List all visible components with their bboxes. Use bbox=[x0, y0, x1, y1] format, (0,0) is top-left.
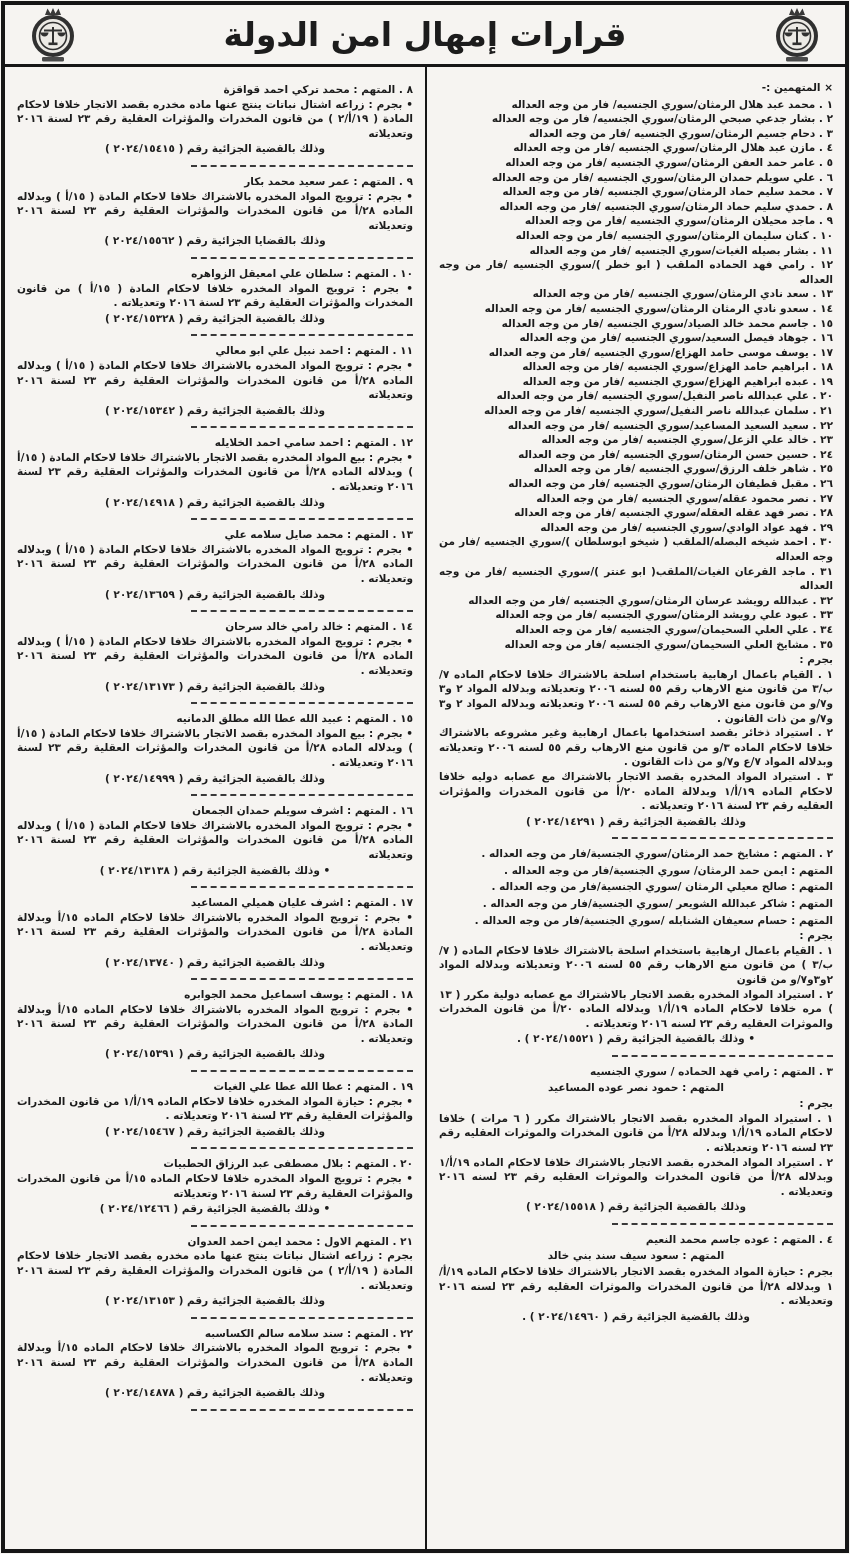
charge-text-line: ٢٢ . سعيد السعيد المساعيد/سوري الجنسيه /فار من وجه العداله bbox=[507, 419, 833, 432]
entry-separator bbox=[191, 1225, 413, 1227]
case-number-line: وذلك بالقضية الجزائية رقم ( ٢٠٢٤/١٥٤٦٧ ) bbox=[104, 1125, 326, 1138]
charge-text-line: • بجرم : ترويج المواد المخدره خلافا لاحكام الماده ١٥/أ من قانون المخدرات والمؤثرات العقلية رقم ٢٣ لسنة ٢٠١٦ وتعديلاته bbox=[17, 1173, 413, 1200]
entry-separator bbox=[191, 426, 413, 428]
case-number-line: وذلك بالقضية الجزائية رقم ( ٢٠٢٤/١٤٩١٨ ) bbox=[104, 496, 326, 509]
case-number-line: وذلك بالقضية الجزائية رقم ( ٢٠٢٤/١٥٥١٨ ) bbox=[525, 1201, 747, 1214]
defendant-name-line: ١٥ . المتهم : عبيد الله عطا الله مطلق الدمانيه bbox=[176, 713, 413, 726]
defendant-name-line: ٢ . المتهم : مشايخ حمد الرمثان/سوري الجنسية/فار من وجه العداله . bbox=[481, 848, 833, 861]
case-number-line: وذلك بالقضية الجزائية رقم ( ٢٠٢٤/١٤٩٩٩ ) bbox=[104, 772, 326, 785]
charge-label: بجرم : bbox=[799, 930, 833, 943]
case-number-line: • وذلك بالقضية الجزائية رقم ( ٢٠٢٤/١٣١٣٨ ) bbox=[99, 864, 331, 877]
defendant-name-line: ١٧ . المتهم : اشرف عليان هميلي المساعيد bbox=[190, 897, 413, 910]
defendant-name-line: ١٠ . المتهم : سلطان علي امعيقل الزواهره bbox=[191, 267, 413, 280]
charge-text-line: ٣٥ . مشايخ العلي السحيمان/سوري الجنسيه /فار من وجه العداله bbox=[504, 638, 833, 651]
charge-text-line: ٩ . ماجد محيلان الرمثان/سوري الجنسيه /فار من وجه العداله bbox=[524, 215, 833, 228]
case-number-line: • وذلك بالقضية الجزائية رقم ( ٢٠٢٤/١٥٥٢١ ) . bbox=[516, 1033, 756, 1046]
charge-text-line: • بجرم : حيازة المواد المخدره خلافا لاحكام الماده ١٩/أ/١ من قانون المخدرات والمؤثرات العقلية رقم ٢٣ لسنة ٢٠١٦ وتعديلاته . bbox=[17, 1095, 413, 1123]
charge-text-line: ٢٠ . علي عبدالله ناصر النفيل/سوري الجنسيه /فار من وجه العداله bbox=[496, 390, 833, 403]
entry-separator bbox=[612, 837, 833, 839]
charge-text-line: ٧ . محمد سليم حماد الرمثان/سوري الجنسيه /فار من وجه العداله bbox=[502, 186, 833, 199]
charge-text-line: • بجرم : ترويج المواد المخدره بالاشتراك خلافا لاحكام المادة ( ١٥/أ ) وبدلاله الماده ٢٨/أ من قانون المخدرات والمؤثرات العقلية رقم ٢٣ لسنة ٢٠١٦ وتعديلاته . bbox=[17, 543, 413, 586]
charge-label: بجرم : bbox=[799, 1098, 833, 1111]
case-number-line: وذلك بالقضية الجزائية رقم ( ٢٠٢٤/١٤٩٦٠ ) . bbox=[522, 1310, 750, 1323]
defendant-name-line: ٢٢ . المتهم : سند سلامه سالم الكساسبه bbox=[204, 1327, 413, 1340]
charge-text-line: ١ . محمد عبد هلال الرمثان/سوري الجنسيه/ فار من وجه العداله bbox=[511, 98, 833, 111]
charge-label: بجرم : bbox=[799, 654, 833, 667]
defendant-name-line: ١٦ . المتهم : اشرف سويلم حمدان الجمعان bbox=[192, 805, 413, 818]
entry-separator bbox=[191, 518, 413, 520]
entry-separator bbox=[612, 1223, 833, 1225]
charge-text-line: ٢٩ . فهد عواد الوادي/سوري الجنسيه /فار من وجه العداله bbox=[540, 521, 833, 534]
charge-text-line: ٢ . استيراد المواد المخدره بقصد الاتجار بالاشتراك مع عصابه دولية مكرر ( ١٣ ) مره خلافا لاحكام الماده ١٩/أ/١ وبدلاله الماده ٢٠/أ من قانون المخدرات والموثرات العقليه رقم ٢٣ لسنه ٢٠١٦ وتعديلاته . bbox=[439, 988, 833, 1030]
case-number-line: وذلك بالقضية الجزائية رقم ( ٢٠٢٤/١٣١٧٣ ) bbox=[104, 680, 326, 693]
case-number-line: وذلك بالقضية الجزائية رقم ( ٢٠٢٤/١٥٣٩١ ) bbox=[104, 1048, 326, 1061]
charge-text-line: ١٩ . عبده ابراهيم الهزاع/سوري الجنسيه /فار من وجه العداله bbox=[522, 375, 833, 388]
charge-text-line: ٢ . بشار جدعي صبحي الرمثان/سوري الجنسيه/ فار من وجه العداله bbox=[491, 113, 833, 126]
charge-text-line: ١٨ . ابراهيم حامد الهزاع/سوري الجنسيه /فار من وجه العداله bbox=[522, 361, 833, 374]
entry-separator bbox=[191, 1317, 413, 1319]
defendant-name-line: ٣ . المتهم : رامي فهد الحماده / سوري الجنسيه bbox=[589, 1066, 833, 1078]
charge-text-line: ٢١ . سلمان عبدالله ناصر النفيل/سوري الجنسيه /فار من وجه العداله bbox=[484, 405, 833, 418]
charge-text-line: ١٤ . سعدو نادي الرمثان الرمثان/سوري الجنسيه /فار من وجه العداله bbox=[484, 302, 833, 315]
charge-text-line: • بجرم : ترويج المواد المخدره بالاشتراك خلافا لاحكام الماده ١٥/أ وبدلالة المادة ٢٨/أ من قانون المخدرات والمؤثرات العقلية رقم ٢٣ لسنة ٢٠١٦ وتعديلاته . bbox=[17, 1342, 413, 1384]
defendant-name-line: ١٢ . المتهم : احمد سامي احمد الخلايله bbox=[214, 437, 413, 450]
charge-text-line: • بجرم : ترويج المواد المخدره خلافا لاحكام المادة ( ١٥/أ ) من قانون المخدرات والمؤثرات العقلية رقم ٢٣ لسنة ٢٠١٦ وتعديلاته . bbox=[17, 282, 413, 310]
charge-text-line: ١ . القيام باعمال ارهابية باستخدام اسلحة بالاشتراك خلافا لاحكام الماده ( ٧/ب/٣ ) من قانون منع الارهاب رقم ٥٥ لسنه ٢٠٠٦ وتعديلاته وبدلاله المواد ٢و٣و٧/و من قانون bbox=[439, 944, 834, 987]
defendant-name-line: المتهم : صالح معيلي الرمثان /سوري الجنسية/فار من وجه العداله . bbox=[491, 881, 833, 894]
charge-text-line: ٣٣ . عبود علي رويشد الرمثان/سوري الجنسيه /فار من وجه العداله bbox=[495, 609, 833, 622]
entry-separator bbox=[191, 702, 413, 704]
charge-text-line: ٤ . مازن عبد هلال الرمثان/سوري الجنسيه /فار من وجه العداله bbox=[513, 142, 833, 155]
content-columns bbox=[5, 67, 845, 1549]
charge-text-line: • بجرم : بيع المواد المخدره بقصد الاتجار بالاشتراك خلافا لاحكام المادة ( ١٥/أ ) وبدلاله الماده ٢٨/أ من قانون المخدرات والمؤثرات العقلية رقم ٢٣ لسنة ٢٠١٦ وتعديلاته . bbox=[17, 727, 414, 769]
defendant-name-line: المتهم : ايمن حمد الرمثان/ سوري الجنسية/فار من وجه العداله . bbox=[504, 864, 833, 877]
defendants-header: × المتهمين :- bbox=[761, 82, 833, 94]
defendant-name-line: ٢٠ . المتهم : بلال مصطفى عبد الرزاق الحطبيات bbox=[163, 1158, 413, 1171]
defendant-name-line: ١٩ . المتهم : عطا الله عطا علي الغيات bbox=[213, 1081, 413, 1094]
charge-text-line: ٣ . استيراد المواد المخدره بقصد الاتجار بالاشتراك مع عصابه دوليه خلافا لاحكام الماده ١٩/أ/١ وبدلالة الماده ٢٠/أ من قانون المخدرات والمؤثرات العقليه رقم ٢٣ لسنة ٢٠١٦ وتعديلاته . bbox=[439, 770, 833, 813]
charge-text-line: ٢٤ . حسين حسن الرمثان/سوري الجنسيه /فار من وجه العداله bbox=[518, 448, 833, 461]
charge-text-line: ٢ . استيراد ذخائر بقصد استخدامها باعمال ارهابية وغير مشروعه بالاشتراك خلافا لاحكام الماده ٣/و من قانون منع الارهاب رقم ٥٥ لسنه ٢٠٠٦ وتعديلاته وبدلاله المواد ٧/ع و٧/و من ذات القانون . bbox=[439, 727, 833, 769]
charge-text-line: ٢٧ . نصر محمود عقله/سوري الجنسيه /فار من وجه العداله bbox=[536, 492, 833, 505]
entry-separator bbox=[191, 1147, 413, 1149]
defendant-name-line: ١٤ . المتهم : خالد رامي خالد سرحان bbox=[225, 621, 413, 634]
case-number-line: المتهم : حمود نصر عوده المساعيد bbox=[548, 1081, 724, 1094]
charge-text-line: ١٣ . سعد نادي الرمثان/سوري الجنسيه /فار من وجه العداله bbox=[532, 288, 833, 301]
charge-text-line: ٢ . استيراد المواد المخدره بقصد الاتجار بالاشتراك خلافا لاحكام الماده ١٩/أ/١ وبدلاله ٢٨/أ من قانون المخدرات والموثرات العقليه رقم ٢٣ لسنه ٢٠١٦ وتعديلاته . bbox=[439, 1156, 834, 1198]
charge-text-line: ٢٥ . شاهر خلف الرزق/سوري الجنسيه /فار من وجه العداله bbox=[533, 463, 833, 476]
defendant-name-line: ١٨ . المتهم : يوسف اسماعيل محمد الجوابره bbox=[184, 989, 413, 1002]
entry-separator bbox=[191, 886, 413, 888]
case-number-line: وذلك بالقضية الجزائية رقم ( ٢٠٢٤/١٥٣٤٢ ) bbox=[104, 404, 326, 417]
charge-text-line: ٥ . عامر حمد العفن الرمثان/سوري الجنسيه /فار من وجه العداله bbox=[505, 156, 833, 169]
charge-text-line: ٣٤ . علي العلي السحيمان/سوري الجنسيه /فار من وجه العداله bbox=[515, 623, 833, 636]
entry-separator bbox=[191, 978, 413, 980]
justice-seal-icon bbox=[29, 6, 77, 64]
defendant-name-line: ٢١ . المتهم الاول : محمد ايمن احمد العدوان bbox=[187, 1235, 413, 1248]
charge-text-line: بجرم : زراعه اشتال نباتات ينتج عنها ماده مخدره بقصد الاتجار خلافا لاحكام المادة ( ١٩/أ/٢ ) من قانون المخدرات والمؤثرات العقلية رقم ٢٣ لسنة ٢٠١٦ وتعديلاته . bbox=[17, 1250, 413, 1292]
charge-text-line: • بجرم : ترويج المواد المخدره بالاشتراك خلافا لاحكام المادة ( ١٥/أ ) وبدلاله الماده ٢٨/أ من قانون المخدرات والمؤثرات العقلية رقم ٢٣ لسنة ٢٠١٦ وتعديلاته . bbox=[17, 635, 413, 677]
page-title: قرارات إمهال امن الدولة bbox=[223, 14, 627, 54]
charge-text-line: • بجرم : ترويج المواد المخدره بالاشتراك خلافا لاحكام الماده ١٥/أ وبدلالة المادة ٢٨/أ من قانون المخدرات والمؤثرات العقلية رقم ٢٣ لسنة ٢٠١٦ وتعديلاته . bbox=[17, 911, 413, 953]
charge-text-line: • بجرم : زراعه اشتال نباتات ينتج عنها ماده مخدره بقصد الاتجار خلافا لاحكام المادة ( ١٩/أ/٢ ) من قانون المخدرات والمؤثرات العقلية رقم ٢٣ لسنة ٢٠١٦ وتعديلاته bbox=[17, 98, 413, 140]
charge-text-line: • بجرم : ترويج المواد المخدره بالاشتراك خلافا لاحكام المادة ( ١٥/أ ) وبدلاله الماده ٢٨/أ من قانون المخدرات والمؤثرات العقلية رقم ٢٣ لسنة ٢٠١٦ وتعديلاته bbox=[17, 819, 413, 861]
charge-text-line: • بجرم : ترويج المواد المخدره بالاشتراك خلافا لاحكام المادة ( ١٥/أ ) وبدلاله الماده ٢٨/أ من قانون المخدرات والمؤثرات العقلية رقم ٢٣ لسنة ٢٠١٦ وتعديلاته bbox=[17, 190, 413, 232]
charge-text-line: • بجرم : ترويج المواد المخدره بالاشتراك خلافا لاحكام الماده ١٥/أ وبدلالة المادة ٢٨/أ من قانون المخدرات والمؤثرات العقلية رقم ٢٣ لسنة ٢٠١٦ وتعديلاته . bbox=[17, 1003, 413, 1045]
defendant-name-line: ١٣ . المتهم : محمد صايل سلامه علي bbox=[224, 529, 413, 542]
entry-separator bbox=[191, 794, 413, 796]
case-number-line: وذلك بالقضية الجزائية رقم ( ٢٠٢٤/١٤٨٧٨ ) bbox=[104, 1387, 326, 1400]
charge-text-line: ٣٢ . عبدالله رويشد عرسان الرمثان/سوري الجنسيه /فار من وجه العداله bbox=[468, 594, 833, 607]
charge-text-line: ١ . استيراد المواد المخدره بقصد الاتجار بالاشتراك مكرر ( ٦ مرات ) خلافا لاحكام الماده ١٩/أ/١ وبدلاله ٢٨/أ من قانون المخدرات والموثرات العقليه رقم ٢٣ لسنه ٢٠١٦ وتعديلاته . bbox=[439, 1112, 833, 1154]
defendant-name-line: ٩ . المتهم : عمر سعيد محمد بكار bbox=[244, 175, 413, 188]
defendant-name-line: المتهم : حسام سعيفان الشنابله /سوري الجنسية/فار من وجه العداله . bbox=[474, 914, 833, 927]
defendant-name-line: ٨ . المتهم : محمد تركي احمد قواقزة bbox=[223, 84, 413, 96]
entry-separator bbox=[191, 1070, 413, 1072]
charge-text-line: • بجرم : بيع المواد المخدره بقصد الاتجار بالاشتراك خلافا لاحكام المادة ( ١٥/أ ) وبدلاله الماده ٢٨/أ من قانون المخدرات والمؤثرات العقلية رقم ٢٣ لسنة ٢٠١٦ وتعديلاته . bbox=[17, 451, 414, 494]
entry-separator bbox=[191, 1409, 413, 1411]
charge-text-line: ٣ . دحام جسيم الرمثان/سوري الجنسيه /فار من وجه العداله bbox=[528, 127, 833, 140]
defendant-name-line: المتهم : شاكر عبدالله الشويعر /سوري الجنسية/فار من وجه العداله . bbox=[482, 898, 833, 911]
case-number-line: وذلك بالقضايا الجزائية رقم ( ٢٠٢٤/١٥٥٦٢ ) bbox=[104, 235, 326, 248]
charge-text-line: ٣١ . ماجد القرعان الغيات/الملقب( ابو عنتر )/سوري الجنسيه /فار من وجه العداله bbox=[439, 565, 833, 593]
case-number-line: • وذلك بالقضية الجزائية رقم ( ٢٠٢٤/١٢٤٦٦ ) bbox=[99, 1203, 331, 1216]
charge-text-line: ١٢ . رامي فهد الحماده الملقب ( ابو خطر )/سوري الجنسيه /فار من وجه العداله bbox=[439, 259, 833, 286]
case-number-line: وذلك بالقضية الجزائية رقم ( ٢٠٢٤/١٥٤١٥ ) bbox=[104, 143, 326, 156]
charge-text-line: ١١ . بشار بصيله الغيات/سوري الجنسيه /فار من وجه العداله bbox=[529, 244, 833, 257]
charge-text-line: بجرم : حيازة المواد المخدره بقصد الاتجار بالاشتراك خلافا لاحكام الماده ١٩/أ/١ وبدلاله ٢٨/أ من قانون المخدرات والموثرات العقليه رقم ٢٣ لسنه ٢٠١٦ وتعديلاته . bbox=[439, 1266, 833, 1308]
case-number-line: وذلك بالقضية الجزائية رقم ( ٢٠٢٤/١٣٦٥٩ ) bbox=[104, 588, 326, 601]
entry-separator bbox=[612, 1055, 833, 1057]
charge-text-line: ٢٨ . نصر فهد عقله العقله/سوري الجنسيه /فار من وجه العداله bbox=[514, 507, 833, 520]
charge-text-line: ٢٦ . مقبل قطيفان الرمثان/سوري الجنسيه /فار من وجه العداله bbox=[508, 478, 833, 491]
charge-text-line: ٨ . حمدي سليم حماد الرمثان/سوري الجنسيه /فار من وجه العداله bbox=[499, 200, 833, 213]
case-number-line: وذلك بالقضية الجزائية رقم ( ٢٠٢٤/١٣١٥٣ ) bbox=[104, 1295, 326, 1308]
charge-text-line: ١٥ . جاسم محمد خالد الصياد/سوري الجنسيه /فار من وجه العداله bbox=[501, 317, 833, 330]
charge-text-line: ٦ . علي سويلم حمدان الرمثان/سوري الجنسيه /فار من وجه العداله bbox=[491, 171, 833, 184]
entry-separator bbox=[191, 165, 413, 167]
charge-text-line: • بجرم : ترويج المواد المخدره بالاشتراك خلافا لاحكام المادة ( ١٥/أ ) وبدلاله الماده ٢٨/أ من قانون المخدرات والمؤثرات العقلية رقم ٢٣ لسنة ٢٠١٦ وتعديلاته bbox=[17, 359, 413, 402]
defendant-name-line: ١١ . المتهم : احمد نبيل علي ابو معالي bbox=[215, 345, 413, 358]
charge-text-line: ١٦ . جوهاد فيصل السعيد/سوري الجنسيه /فار من وجه العداله bbox=[519, 332, 833, 345]
case-number-line: المتهم : سعود سيف سند بني خالد bbox=[547, 1249, 725, 1262]
charge-text-line: ٣٠ . احمد شيخه البصله/الملقب ( شيخو ابوسلطان )/سوري الجنسيه /فار من وجه العداله bbox=[439, 536, 833, 563]
right-column bbox=[425, 67, 845, 1549]
entry-separator bbox=[191, 610, 413, 612]
charge-text-line: ١٠ . كنان سليمان الرمثان/سوري الجنسيه /فار من وجه العداله bbox=[515, 229, 833, 242]
left-column bbox=[5, 67, 425, 1549]
defendant-name-line: ٤ . المتهم : عوده جاسم محمد النعيم bbox=[645, 1233, 833, 1246]
case-number-line: وذلك بالقضية الجزائية رقم ( ٢٠٢٤/١٥٣٢٨ ) bbox=[104, 312, 326, 325]
case-number-line: وذلك بالقضية الجزائية رقم ( ٢٠٢٤/١٣٧٤٠ ) bbox=[104, 956, 326, 969]
charge-text-line: ٢٣ . خالد علي الزعل/سوري الجنسيه /فار من وجه العداله bbox=[541, 434, 833, 447]
justice-seal-icon bbox=[773, 6, 821, 64]
charge-text-line: ١ . القيام باعمال ارهابية باستخدام اسلحة بالاشتراك خلافا لاحكام الماده ٧/ب/٣ من قانون منع الارهاب رقم ٥٥ لسنه ٢٠٠٦ وتعديلاته وبدلاله المواد ٢ و٣ و٧/و من قانون منع الارهاب رقم ٥٥ لسنه ٢٠٠٦ وتعديلاته وبدلاله المواد ٢ و٣ و٧/و من ذات القانون . bbox=[439, 668, 834, 725]
entry-separator bbox=[191, 334, 413, 336]
charge-text-line: ١٧ . يوسف موسى حامد الهزاع/سوري الجنسيه /فار من وجه العداله bbox=[488, 346, 833, 359]
page-header bbox=[5, 5, 845, 67]
entry-separator bbox=[191, 257, 413, 259]
case-number-line: وذلك بالقضية الجزائية رقم ( ٢٠٢٤/١٤٢٩١ ) bbox=[525, 815, 747, 828]
